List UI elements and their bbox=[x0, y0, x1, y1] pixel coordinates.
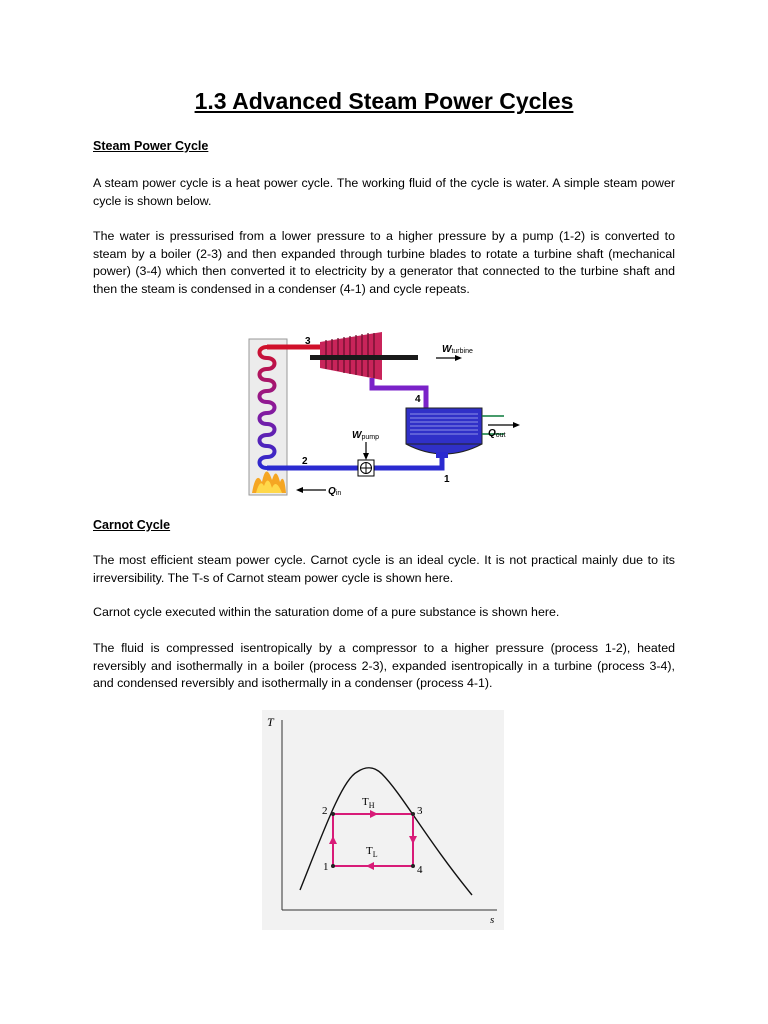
tl-label: $T_L$ bbox=[366, 845, 378, 859]
diagram-background bbox=[262, 710, 504, 930]
th-label: $T_H$ bbox=[362, 796, 375, 810]
pump-icon bbox=[358, 460, 374, 476]
carnot-cycle-heading: Carnot Cycle bbox=[93, 518, 171, 532]
feedwater-pipe bbox=[267, 458, 442, 468]
carnot-intro-paragraph: The most efficient steam power cycle. Carnot cycle is an ideal cycle. It is not practical mainly due to its irreversibility. The T-s of Carnot steam power cycle is shown here. bbox=[93, 553, 675, 585]
steam-intro-paragraph: A steam power cycle is a heat power cycle. The working fluid of the cycle is water. A simple steam power cycle is shown below. bbox=[93, 176, 675, 208]
steam-process-paragraph: The water is pressurised from a lower pressure to a higher pressure by a pump (1-2) is converted to steam by a boiler (2-3) and then expanded through turbine blades to rotate a turbine shaft (mechanical power) (3-4) which then converted it to electricity by a generator that connected to the turbine shaft and then the steam is condensed in a condenser (4-1) and cycle repeats. bbox=[93, 229, 675, 296]
ts-label-3: 3 bbox=[417, 805, 423, 817]
page-title: 1.3 Advanced Steam Power Cycles bbox=[194, 88, 574, 114]
steam-power-cycle-heading: Steam Power Cycle bbox=[93, 139, 209, 153]
s-axis-label: s bbox=[490, 914, 495, 926]
state-label-2: 2 bbox=[302, 456, 308, 467]
ts-label-4: 4 bbox=[417, 864, 423, 876]
state-label-3: 3 bbox=[305, 336, 311, 347]
carnot-process-paragraph: The fluid is compressed isentropically by a compressor to a higher pressure (process 1-2), heated reversibly and isothermally in a boiler (process 2-3), expanded isentropically in a turbine (process 3-4), and condensed reversibly and isothermally in a condenser (process 4-1). bbox=[93, 641, 675, 691]
steam-cycle-diagram bbox=[240, 330, 530, 505]
q-in-label: Qin bbox=[328, 486, 342, 497]
turbine-shaft bbox=[310, 355, 418, 360]
w-pump-label: Wpump bbox=[352, 430, 379, 441]
q-out-label: Qout bbox=[488, 428, 506, 439]
carnot-ts-diagram bbox=[262, 710, 504, 930]
condenser bbox=[406, 408, 482, 458]
ts-label-2: 2 bbox=[322, 805, 328, 817]
state-label-1: 1 bbox=[444, 474, 450, 485]
w-turbine-label: Wturbine bbox=[442, 344, 473, 355]
carnot-dome-paragraph: Carnot cycle executed within the saturation dome of a pure substance is shown here. bbox=[93, 605, 560, 619]
state-label-4: 4 bbox=[415, 394, 421, 405]
t-axis-label: T bbox=[267, 715, 274, 729]
ts-label-1: 1 bbox=[323, 861, 329, 873]
boiler-box bbox=[249, 339, 287, 495]
